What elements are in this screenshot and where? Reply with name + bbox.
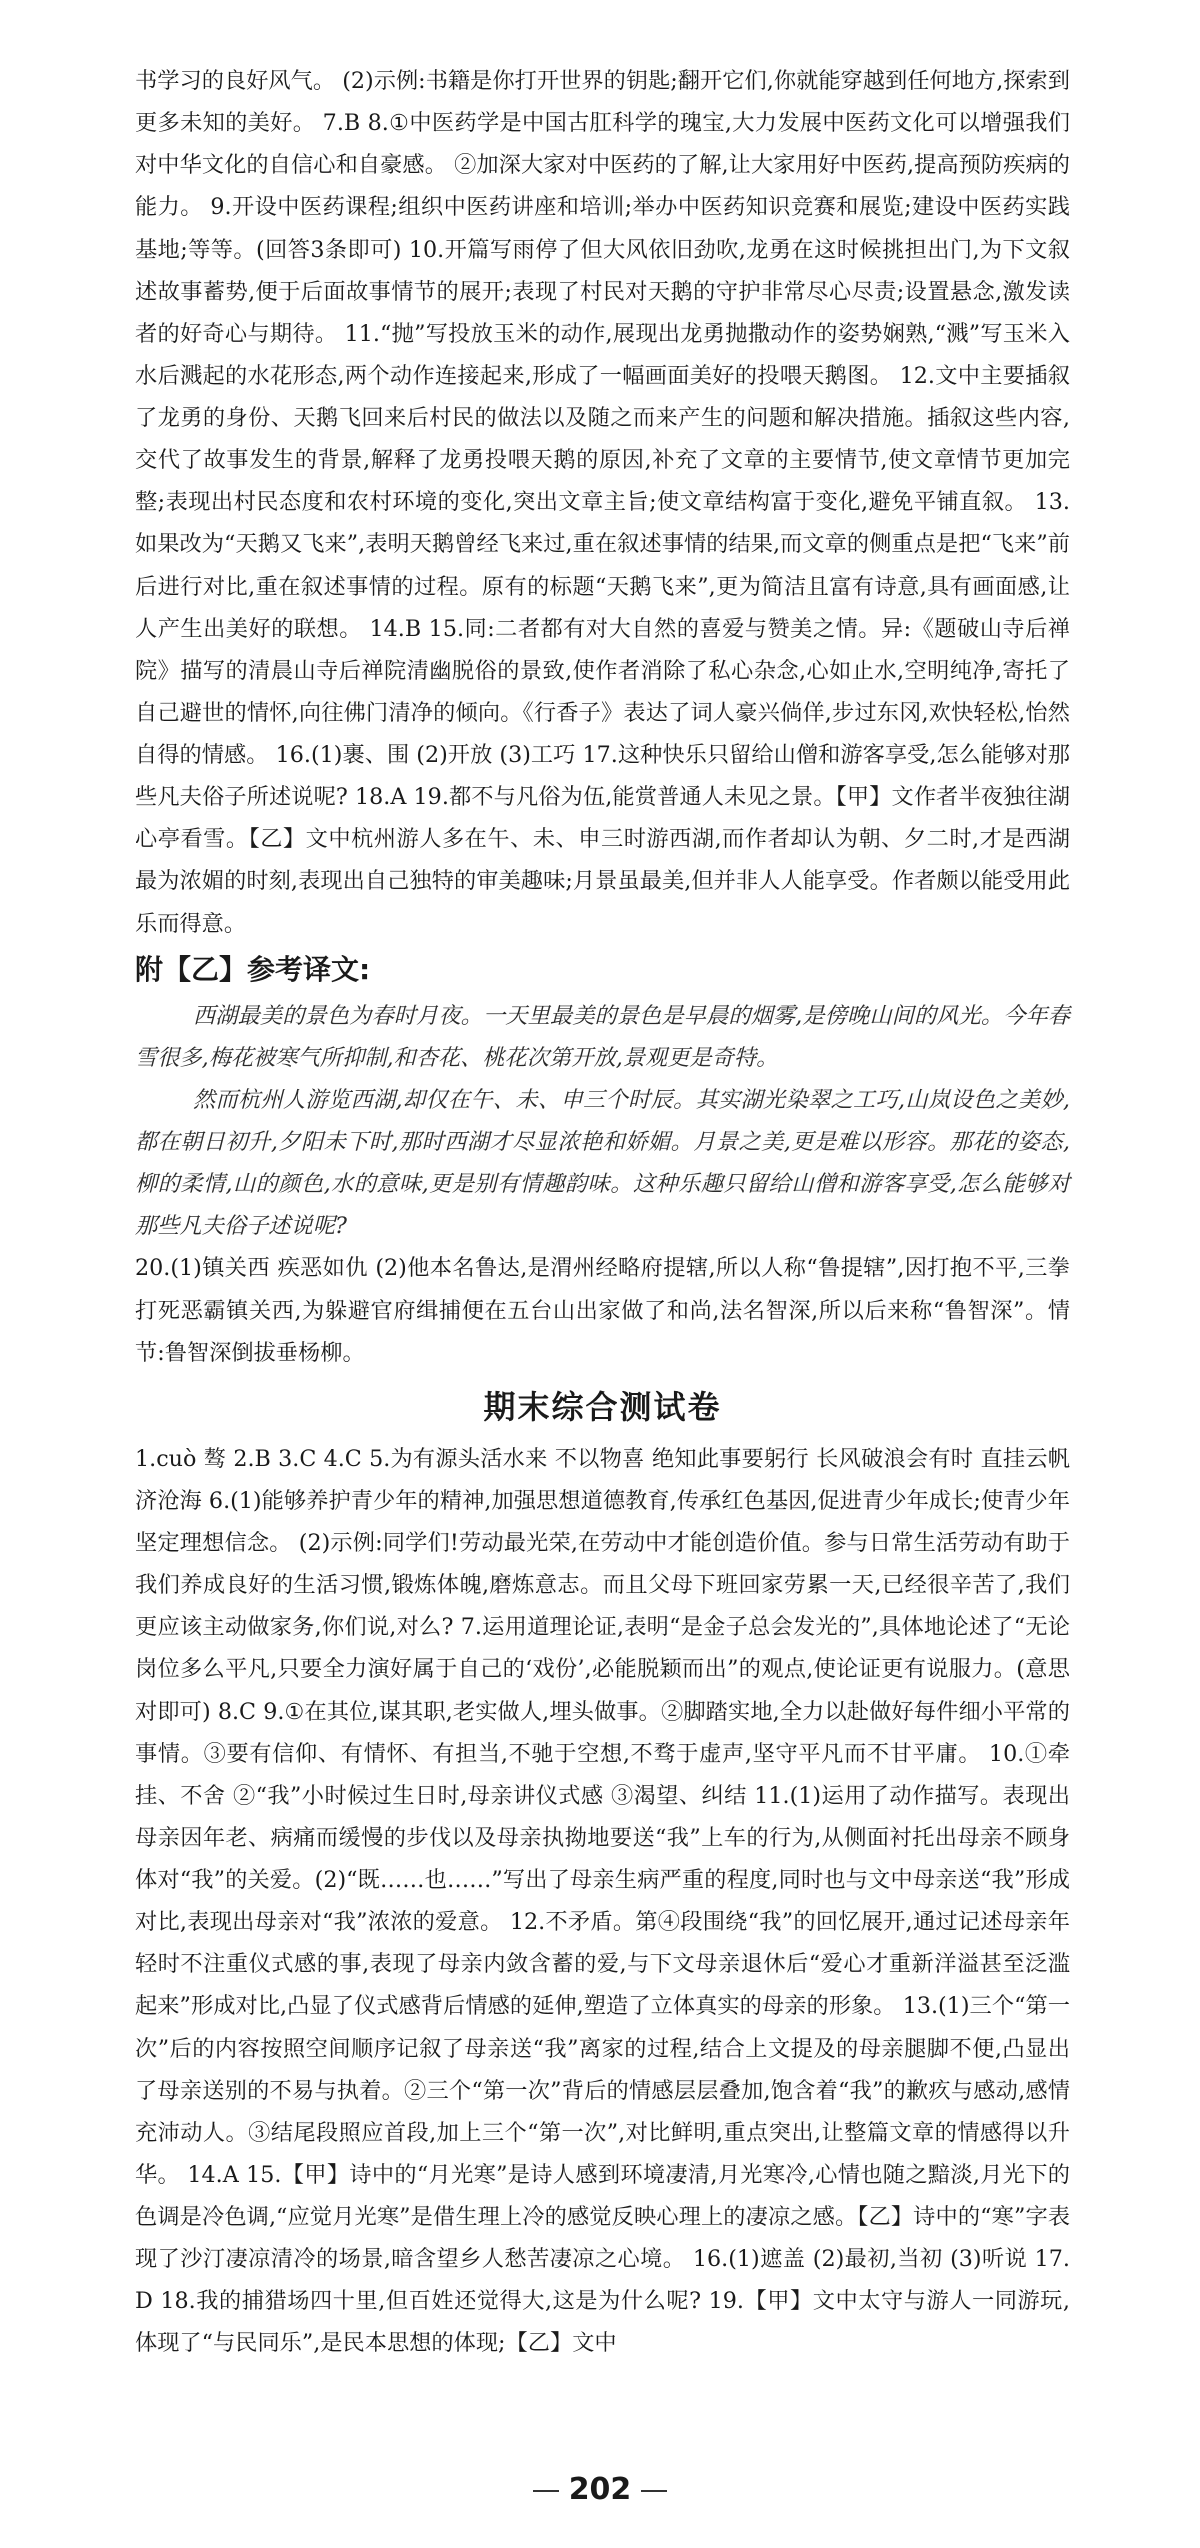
translation-paragraph-2: 然而杭州人游览西湖,却仅在午、未、申三个时辰。其实湖光染翠之工巧,山岚设色之美妙,都在朝日初升,夕阳未下时,那时西湖才尽显浓艳和娇媚。月景之美,更是难以形容。那花的姿态,柳的柔情,山的颜色,水的意味,更是别有情趣韵味。这种乐趣只留给山僧和游客享受,怎么能够对那些凡夫俗子述说呢?	[135, 1086, 1070, 1240]
answers-part-3: 1.cuò 骜 2.B 3.C 4.C 5.为有源头活水来 不以物喜 绝知此事要躬行 长风破浪会有时 直挂云帆济沧海 6.(1)能够养护青少年的精神,加强思想道德教育,传承红色基因,促进青少年成长;使青少年坚定理想信念。 (2)示例:同学们!劳动最光荣,在劳动中才能创造价值。参与日常生活劳动有助于我们养成良好的生活习惯,锻炼体魄,磨炼意志。而且父母下班回家劳累一天,已经很辛苦了,我们更应该主动做家务,你们说,对么? 7.运用道理论证,表明“是金子总会发光的”,具体地论述了“无论岗位多么平凡,只要全力演好属于自己的‘戏份’,必能脱颖而出”的观点,使论证更有说服力。(意思对即可) 8.C 9.①在其位,谋其职,老实做人,埋头做事。②脚踏实地,全力以赴做好每件细小平常的事情。③要有信仰、有情怀、有担当,不驰于空想,不骛于虚声,坚守平凡而不甘平庸。 10.①牵挂、不舍 ②“我”小时候过生日时,母亲讲仪式感 ③渴望、纠结 11.(1)运用了动作描写。表现出母亲因年老、病痛而缓慢的步伐以及母亲执拗地要送“我”上车的行为,从侧面衬托出母亲不顾身体对“我”的关爱。(2)“既……也……”写出了母亲生病严重的程度,同时也与文中母亲送“我”形成对比,表现出母亲对“我”浓浓的爱意。 12.不矛盾。第④段围绕“我”的回忆展开,通过记述母亲年轻时不注重仪式感的事,表现了母亲内敛含蓄的爱,与下文母亲退休后“爱心才重新洋溢甚至泛滥起来”形成对比,凸显了仪式感背后情感的延伸,塑造了立体真实的母亲的形象。 13.(1)三个“第一次”后的内容按照空间顺序记叙了母亲送“我”离家的过程,结合上文提及的母亲腿脚不便,凸显出了母亲送别的不易与执着。②三个“第一次”背后的情感层层叠加,饱含着“我”的歉疚与感动,感情充沛动人。③结尾段照应首段,加上三个“第一次”,对比鲜明,重点突出,让整篇文章的情感得以升华。 14.A 15.【甲】诗中的“月光寒”是诗人感到环境凄清,月光寒冷,心情也随之黯淡,月光下的色调是冷色调,“应觉月光寒”是借生理上冷的感觉反映心理上的凄凉之感。【乙】诗中的“寒”字表现了沙汀凄凉清冷的场景,暗含望乡人愁苦凄凉之心境。 16.(1)遮盖 (2)最初,当初 (3)听说 17.D 18.我的捕猎场四十里,但百姓还觉得大,这是为什么呢? 19.【甲】文中太守与游人一同游玩,体现了“与民同乐”,是民本思想的体现;【乙】文中	[135, 1445, 1070, 2357]
page-number: 202	[0, 2472, 1200, 2507]
section-title: 期末综合测试卷	[483, 1387, 722, 1426]
answers-part-2: 20.(1)镇关西 疾恶如仇 (2)他本名鲁达,是渭州经略府提辖,所以人称“鲁提辖”,因打抱不平,三拳打死恶霸镇关西,为躲避官府缉捕便在五台山出家做了和尚,法名智深,所以后来称“鲁智深”。情节:鲁智深倒拔垂杨柳。	[135, 1255, 1070, 1366]
answers-part-1: 书学习的良好风气。 (2)示例:书籍是你打开世界的钥匙;翻开它们,你就能穿越到任何地方,探索到更多未知的美好。 7.B 8.①中医药学是中国古肛科学的瑰宝,大力发展中医药文化可以增强我们对中华文化的自信心和自豪感。 ②加深大家对中医药的了解,让大家用好中医药,提高预防疾病的能力。 9.开设中医药课程;组织中医药讲座和培训;举办中医药知识竞赛和展览;建设中医药实践基地;等等。(回答3条即可) 10.开篇写雨停了但大风依旧劲吹,龙勇在这时候挑担出门,为下文叙述故事蓄势,便于后面故事情节的展开;表现了村民对天鹅的守护非常尽心尽责;设置悬念,激发读者的好奇心与期待。 11.“抛”写投放玉米的动作,展现出龙勇抛撒动作的姿势娴熟,“溅”写玉米入水后溅起的水花形态,两个动作连接起来,形成了一幅画面美好的投喂天鹅图。 12.文中主要插叙了龙勇的身份、天鹅飞回来后村民的做法以及随之而来产生的问题和解决措施。插叙这些内容,交代了故事发生的背景,解释了龙勇投喂天鹅的原因,补充了文章的主要情节,使文章情节更加完整;表现出村民态度和农村环境的变化,突出文章主旨;使文章结构富于变化,避免平铺直叙。 13.如果改为“天鹅又飞来”,表明天鹅曾经飞来过,重在叙述事情的结果,而文章的侧重点是把“飞来”前后进行对比,重在叙述事情的过程。原有的标题“天鹅飞来”,更为简洁且富有诗意,具有画面感,让人产生出美好的联想。 14.B 15.同:二者都有对大自然的喜爱与赞美之情。异:《题破山寺后禅院》描写的清晨山寺后禅院清幽脱俗的景致,使作者消除了私心杂念,心如止水,空明纯净,寄托了自己避世的情怀,向往佛门清净的倾向。《行香子》表达了词人豪兴倘佯,步过东冈,欢快轻松,怡然自得的情感。 16.(1)裹、围 (2)开放 (3)工巧 17.这种快乐只留给山僧和游客享受,怎么能够对那些凡夫俗子所述说呢? 18.A 19.都不与凡俗为伍,能赏普通人未见之景。【甲】文作者半夜独往湖心亭看雪。【乙】文中杭州游人多在午、未、申三时游西湖,而作者却认为朝、夕二时,才是西湖最为浓媚的时刻,表现出自己独特的审美趣味;月景虽最美,但并非人人能享受。作者颇以能受用此乐而得意。	[135, 68, 1070, 937]
translation-paragraph-1: 西湖最美的景色为春时月夜。一天里最美的景色是早晨的烟雾,是傍晚山间的风光。今年春雪很多,梅花被寒气所抑制,和杏花、桃花次第开放,景观更是奇特。	[135, 1002, 1070, 1071]
appendix-title: 附【乙】参考译文:	[135, 952, 371, 986]
page-content	[135, 60, 1070, 2365]
